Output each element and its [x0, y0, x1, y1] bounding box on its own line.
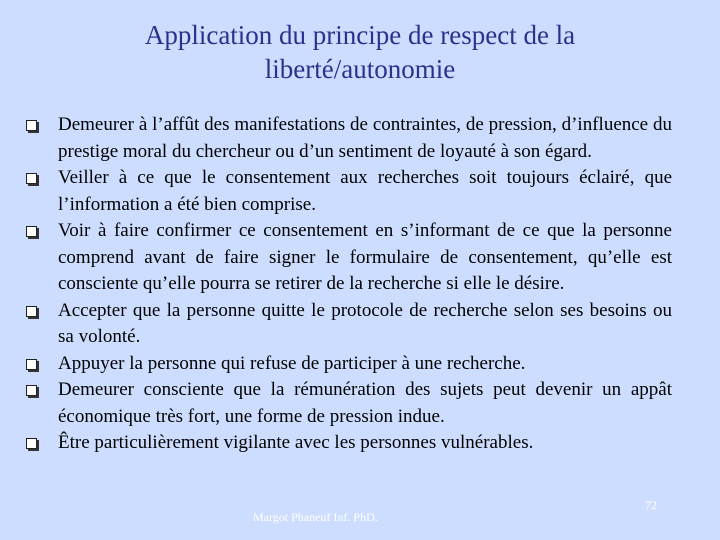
bullet-text: Demeurer à l’affût des manifestations de contraintes, de pression, d’influence du prestige moral du chercheur ou d’un sentiment de loyauté à son égard. [58, 114, 672, 162]
square-bullet-icon [26, 120, 37, 131]
square-bullet-icon [26, 226, 37, 237]
square-bullet-icon [26, 306, 37, 317]
bullet-text: Voir à faire confirmer ce consentement en s’informant de ce que la personne comprend avant de faire signer le formulaire de consentement, qu’elle est consciente qu’elle pourra se retirer de la recherche si elle le désire. [58, 220, 672, 294]
slide-title [60, 18, 660, 86]
bullet-item [24, 112, 672, 165]
bullet-item [24, 351, 672, 378]
bullet-item [24, 430, 672, 457]
bullet-item [24, 377, 672, 430]
bullet-list [24, 112, 672, 457]
square-bullet-icon [26, 173, 37, 184]
bullet-text: Accepter que la personne quitte le protocole de recherche selon ses besoins ou sa volonté. [58, 299, 672, 347]
bullet-item [24, 218, 672, 298]
square-bullet-icon [26, 359, 37, 370]
footer-author: Margot Phaneuf Inf. PhD. [253, 510, 378, 524]
bullet-item [24, 298, 672, 351]
bullet-text: Demeurer consciente que la rémunération des sujets peut devenir un appât économique très fort, une forme de pression indue. [58, 379, 672, 427]
square-bullet-icon [26, 385, 37, 396]
page-number: 72 [645, 498, 657, 512]
title-line-2: liberté/autonomie [264, 54, 456, 84]
bullet-text: Appuyer la personne qui refuse de participer à une recherche. [58, 352, 526, 374]
bullet-text: Veiller à ce que le consentement aux recherches soit toujours éclairé, que l’information a été bien comprise. [58, 167, 672, 215]
square-bullet-icon [26, 438, 37, 449]
title-line-1: Application du principe de respect de la [144, 20, 576, 50]
bullet-text: Être particulièrement vigilante avec les personnes vulnérables. [58, 432, 534, 453]
bullet-item [24, 165, 672, 218]
